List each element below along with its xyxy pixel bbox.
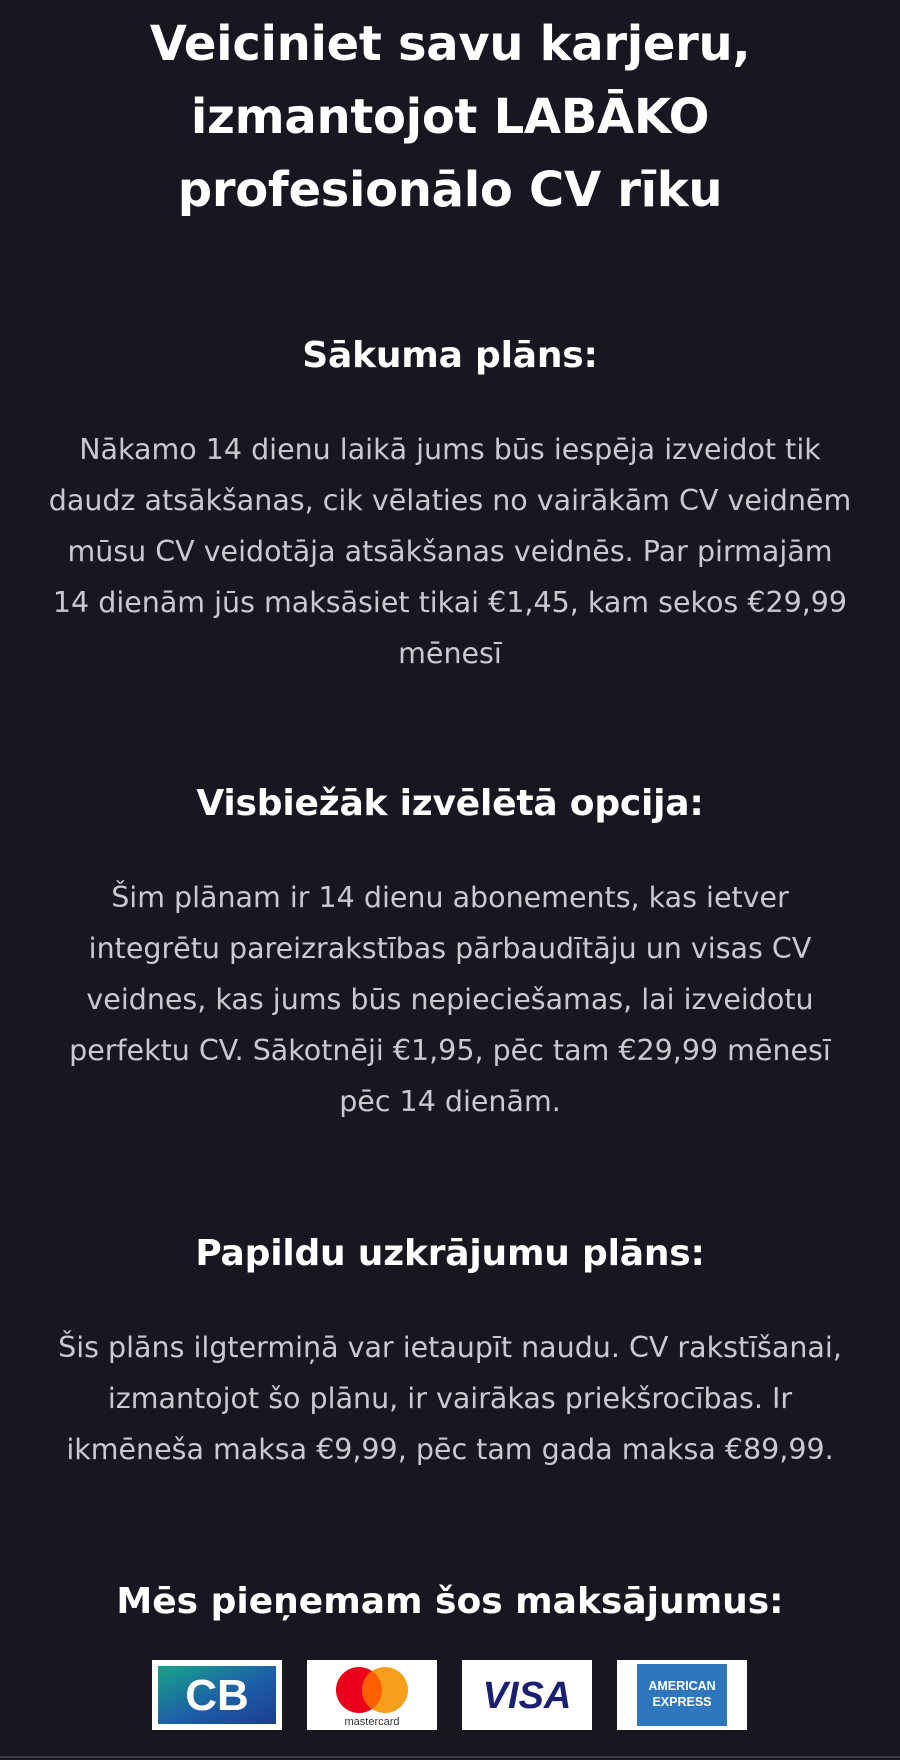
cb-card-logo [152, 1660, 282, 1730]
amex-logo [617, 1660, 747, 1730]
plan-title-savings: Papildu uzkrājumu plāns: [195, 1233, 705, 1274]
visa-logo-text: VISA [482, 1675, 572, 1717]
cb-logo-text: CB [185, 1671, 249, 1720]
amex-logo-text-bottom: EXPRESS [652, 1695, 712, 1709]
plan-title-popular: Visbiežāk izvēlētā opcija: [196, 783, 704, 824]
plan-title-starter: Sākuma plāns: [302, 335, 598, 376]
bottom-divider [0, 1756, 900, 1758]
plan-description-savings: Šis plāns ilgtermiņā var ietaupīt naudu. CV rakstīšanai, izmantojot šo plānu, ir vairākas priekšrocības. Ir ikmēneša maksa €9,99, pēc tam gada maksa €89,99. [58, 1331, 842, 1466]
hero-title: Veiciniet savu karjeru, izmantojot LABĀKO profesionālo CV rīku [149, 16, 751, 218]
payment-methods-title: Mēs pieņemam šos maksājumus: [116, 1581, 784, 1622]
mastercard-logo [307, 1660, 437, 1730]
plan-description-starter: Nākamo 14 dienu laikā jums būs iespēja izveidot tik daudz atsākšanas, cik vēlaties no vairākām CV veidnēm mūsu CV veidotāja atsākšanas veidnēs. Par pirmajām 14 dienām jūs maksāsiet tikai €1,45, kam sekos €29,99 mēnesī [48, 433, 852, 670]
visa-logo [462, 1660, 592, 1730]
plan-description-popular: Šim plānam ir 14 dienu abonements, kas ietver integrētu pareizrakstības pārbaudītāju un visas CV veidnes, kas jums būs nepieciešamas, lai izveidotu perfektu CV. Sākotnēji €1,95, pēc tam €29,99 mēnesī pēc 14 dienām. [69, 881, 831, 1118]
amex-logo-text-top: AMERICAN [648, 1679, 716, 1693]
mastercard-logo-text: mastercard [344, 1716, 400, 1728]
payment-card-logos [0, 1660, 900, 1730]
